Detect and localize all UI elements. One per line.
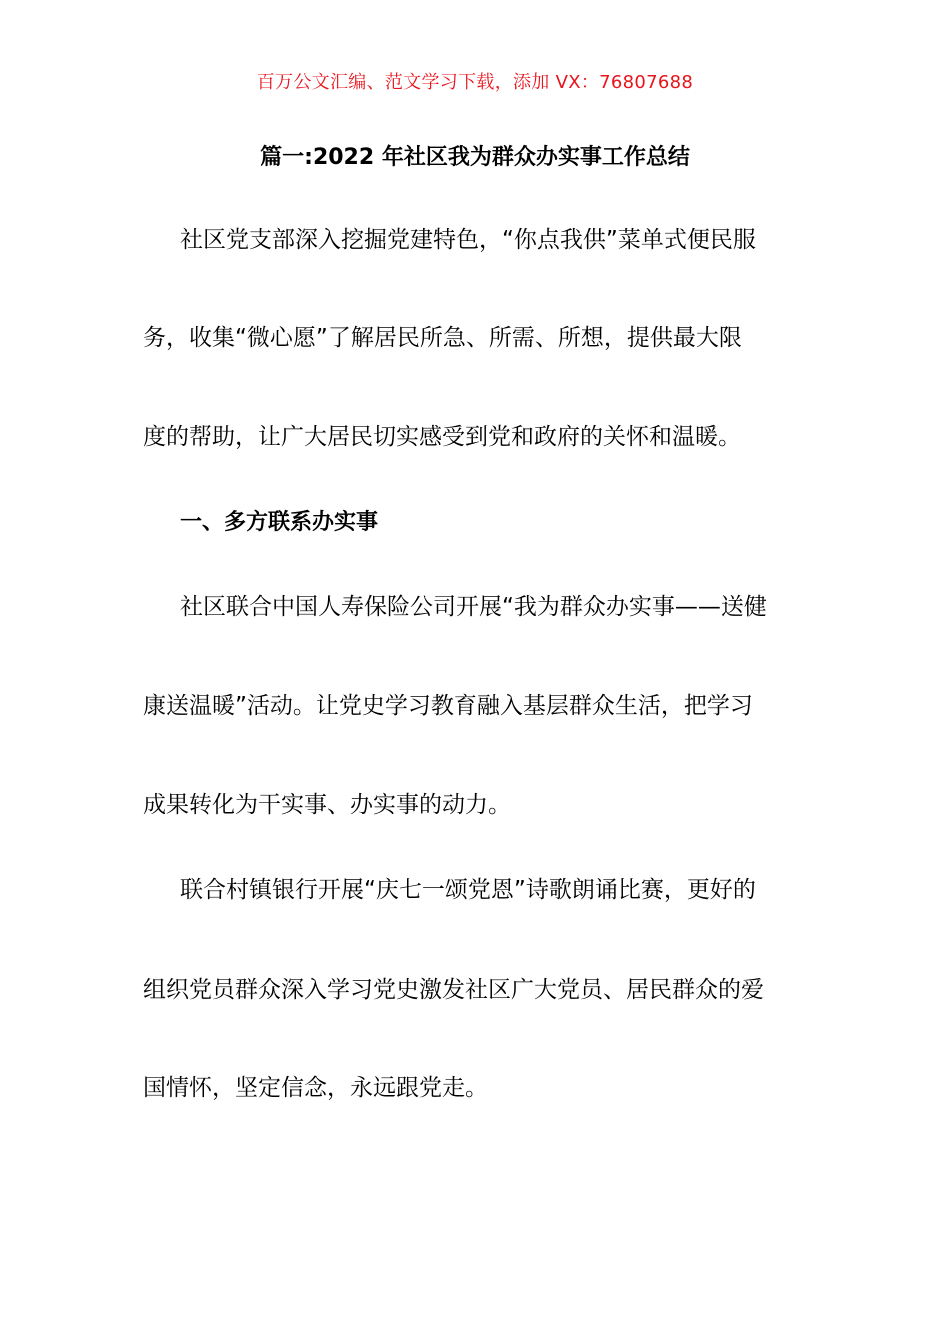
header-note: 百万公文汇编、范文学习下载，添加 VX：76807688 — [256, 72, 694, 93]
paragraph-2-line-1: 社区联合中国人寿保险公司开展“我为群众办实事——送健 — [180, 594, 767, 620]
paragraph-3-line-1: 联合村镇银行开展“庆七一颂党恩”诗歌朗诵比赛，更好的 — [180, 877, 756, 903]
paragraph-2-line-2: 康送温暖”活动。让党史学习教育融入基层群众生活，把学习 — [143, 693, 753, 719]
paragraph-2-line-3: 成果转化为干实事、办实事的动力。 — [143, 792, 511, 818]
paragraph-3-line-3: 国情怀，坚定信念，永远跟党走。 — [143, 1075, 488, 1101]
paragraph-3-line-2: 组织党员群众深入学习党史激发社区广大党员、居民群众的爱 — [143, 977, 764, 1003]
paragraph-1-line-1: 社区党支部深入挖掘党建特色，“你点我供”菜单式便民服 — [180, 227, 756, 253]
paragraph-1-line-2: 务，收集“微心愿”了解居民所急、所需、所想，提供最大限 — [143, 325, 742, 351]
paragraph-1-line-3: 度的帮助，让广大居民切实感受到党和政府的关怀和温暖。 — [143, 424, 741, 450]
page-title: 篇一:2022 年社区我为群众办实事工作总结 — [260, 145, 690, 170]
section-heading: 一、多方联系办实事 — [180, 510, 379, 535]
